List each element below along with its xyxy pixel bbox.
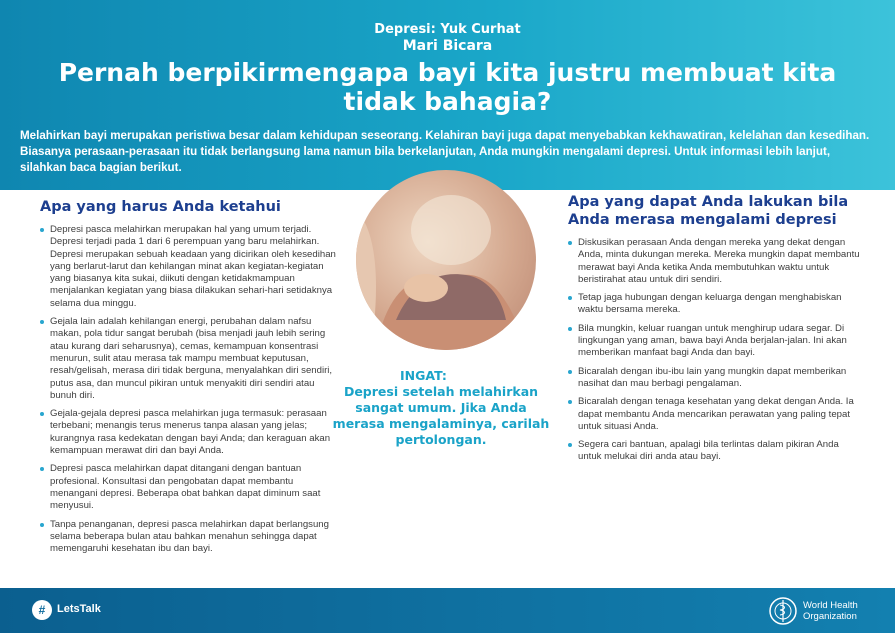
list-item: Gejala lain adalah kehilangan energi, perubahan dalam nafsu makan, pola tidur sangat berubah (bisa menjadi jauh lebih sering atau kurang dari seharusnya), cemas, kemampuan konsentrasi menurun, sulit atau merasa tak mampu membuat keputusan, resah/gelisah, merasa diri tidak berguna, menyalahkan diri sendiri, putus asa, dan muncul pikiran untuk menyakiti diri sendiri atau bunuh diri. (40, 316, 340, 402)
organization-name-line2: Organization (803, 611, 857, 622)
left-column (40, 198, 340, 561)
organization-name (803, 600, 858, 622)
list-item: Diskusikan perasaan Anda dengan mereka yang dekat dengan Anda, minta dukungan mereka. Mereka mungkin dapat membantu merawat bayi Anda ketika Anda membutuhkan waktu untuk beristirahat atau untuk diri sendiri. (568, 237, 863, 286)
left-bullet-list (40, 224, 340, 555)
list-item: Bicaralah dengan ibu-ibu lain yang mungkin dapat memberikan nasihat dan mau berbagi pengalaman. (568, 366, 863, 391)
right-bullet-list (568, 237, 863, 464)
page-title: Pernah berpikirmengapa bayi kita justru membuat kita tidak bahagia? (58, 58, 837, 116)
right-column (568, 193, 863, 470)
list-item: Depresi pasca melahirkan dapat ditangani dengan bantuan profesional. Konsultasi dan pengobatan dapat membantu menangani depresi. Beberapa obat bahkan dapat diminum saat menyusui. (40, 463, 340, 512)
mother-baby-illustration (356, 170, 536, 350)
reminder-label: INGAT: (400, 368, 447, 383)
reminder-text: Depresi setelah melahirkan sangat umum. Jika Anda merasa mengalaminya, carilah pertolongan. (332, 384, 550, 447)
footer-bar (0, 588, 895, 633)
list-item: Tetap jaga hubungan dengan keluarga dengan menghabiskan waktu bersama mereka. (568, 292, 863, 317)
illustration-image (356, 170, 536, 350)
intro-paragraph: Melahirkan bayi merupakan peristiwa besar dalam kehidupan seseorang. Kelahiran bayi juga dapat menyebabkan kekhawatiran, kelelahan dan kesedihan. Biasanya perasaan-perasaan itu tidak berlangsung lama namun bila berkelanjutan, Anda mungkin mengalami depresi. Untuk informasi lebih lanjut, silahkan baca bagian berikut. (20, 129, 870, 174)
right-heading: Apa yang dapat Anda lakukan bila Anda merasa mengalami depresi (568, 194, 849, 228)
hashtag-label: LetsTalk (57, 603, 101, 615)
organization-name-line1: World Health (803, 600, 858, 611)
list-item: Bicaralah dengan tenaga kesehatan yang dekat dengan Anda. Ia dapat membantu Anda mencarikan perawatan yang paling tepat untuk situasi Anda. (568, 396, 863, 433)
who-emblem-icon (768, 596, 798, 626)
list-item: Depresi pasca melahirkan merupakan hal yang umum terjadi. Depresi terjadi pada 1 dari 6 perempuan yang baru melahirkan. Depresi merupakan sebuah keadaan yang dicirikan oleh kesedihan yang berlarut-larut dan kehilangan minat akan kegiatan-kegiatan yang biasanya kita sukai, diikuti dengan ketidakmampuan menjalankan kegiatan yang biasa dilakukan sehari-hari setidaknya selama dua minggu. (40, 224, 340, 310)
hashtag-icon: # (32, 600, 52, 620)
list-item: Gejala-gejala depresi pasca melahirkan juga termasuk: perasaan terbebani; menangis terus menerus tanpa alasan yang jelas; kurangnya rasa kedekatan dengan bayi Anda; dan keraguan akan kemampuan merawat diri dan bayi Anda. (40, 408, 340, 457)
list-item: Tanpa penanganan, depresi pasca melahirkan dapat berlangsung selama beberapa bulan atau bahkan menahun sehingga dapat memengaruhi kesehatan ibu dan bayi. (40, 519, 340, 556)
campaign-subtitle: Depresi: Yuk Curhat (374, 22, 521, 37)
header-banner (0, 0, 895, 190)
list-item: Segera cari bantuan, apalagi bila terlintas dalam pikiran Anda untuk melukai diri anda atau bayi. (568, 439, 863, 464)
list-item: Bila mungkin, keluar ruangan untuk menghirup udara segar. Di lingkungan yang aman, bawa bayi Anda berjalan-jalan. Ini akan memberikan manfaat bagi Anda dan bayi. (568, 323, 863, 360)
left-heading: Apa yang harus Anda ketahui (40, 199, 281, 215)
campaign-tagline: Mari Bicara (402, 38, 493, 54)
reminder-note (330, 368, 552, 448)
